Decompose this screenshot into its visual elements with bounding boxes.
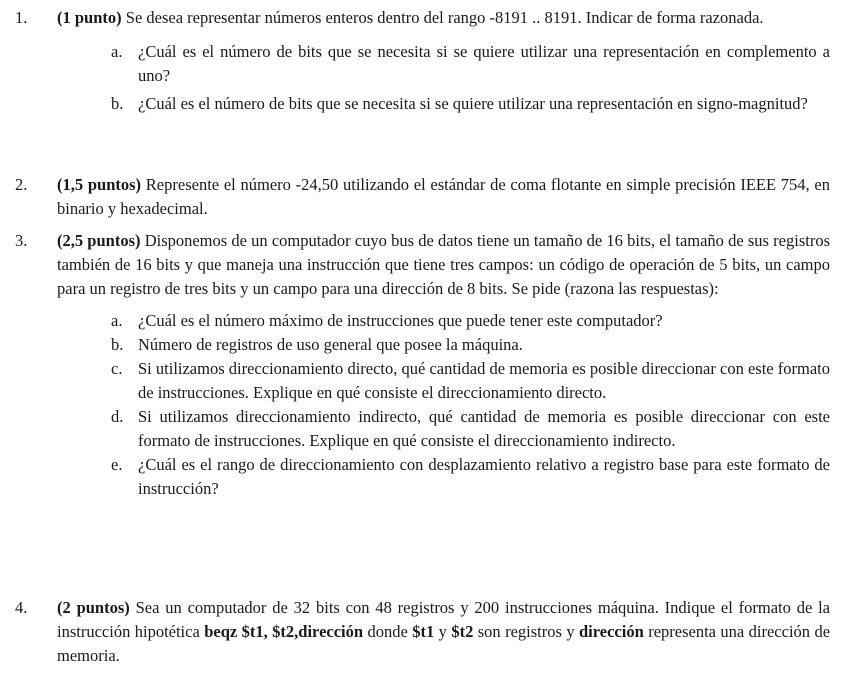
register-name: $t1	[412, 622, 435, 641]
question-4	[0, 596, 830, 668]
register-name: $t2	[451, 622, 474, 641]
subitem-text: ¿Cuál es el número de bits que se necesita si se quiere utilizar una representación en signo-magnitud?	[138, 94, 808, 113]
subitem-letter: e.	[111, 455, 123, 474]
subitem-text: Si utilizamos direccionamiento indirecto, qué cantidad de memoria es posible direccionar con este formato de instrucciones. Explique en qué consiste el direccionamiento indirecto.	[138, 407, 830, 450]
question-number: 1.	[15, 8, 28, 27]
question-statement	[57, 229, 830, 301]
question-text: y	[434, 622, 452, 641]
question-statement	[57, 6, 830, 30]
question-statement	[57, 596, 830, 668]
question-number: 3.	[15, 231, 28, 250]
question-text: Represente el número -24,50 utilizando el estándar de coma flotante en simple precisión IEEE 754, en binario y hexadecimal.	[57, 175, 830, 218]
question-points: (1,5 puntos)	[57, 175, 142, 194]
subitem-text: ¿Cuál es el rango de direccionamiento con desplazamiento relativo a registro base para este formato de instrucción?	[138, 455, 830, 498]
subitem	[111, 309, 830, 333]
question-number: 4.	[15, 598, 28, 617]
subitem-letter: a.	[111, 42, 123, 61]
question-points: (2 puntos)	[57, 598, 130, 617]
subitem	[111, 357, 830, 405]
subitem-letter: a.	[111, 311, 123, 330]
subitem-text: Si utilizamos direccionamiento directo, qué cantidad de memoria es posible direccionar con este formato de instrucciones. Explique en qué consiste el direccionamiento directo.	[138, 359, 830, 402]
question-text: Se desea representar números enteros dentro del rango -8191 .. 8191. Indicar de forma razonada.	[121, 8, 764, 27]
question-statement	[57, 173, 830, 221]
subitem	[111, 405, 830, 453]
question-number: 2.	[15, 175, 28, 194]
subitem-text: ¿Cuál es el número máximo de instrucciones que puede tener este computador?	[138, 311, 663, 330]
question-points: (1 punto)	[57, 8, 122, 27]
question-text: son registros y	[473, 622, 579, 641]
subitem	[111, 92, 830, 116]
instruction-code: beqz $t1, $t2,dirección	[204, 622, 364, 641]
question-text: Disponemos de un computador cuyo bus de datos tiene un tamaño de 16 bits, el tamaño de sus registros también de 16 bits y que maneja una instrucción que tiene tres campos: un código de operación de 5 bits, un campo para un registro de tres bits y un campo para una dirección de 8 bits. Se pide (razona las respuestas):	[57, 231, 830, 298]
address-term: dirección	[579, 622, 644, 641]
subitem-text: ¿Cuál es el número de bits que se necesita si se quiere utilizar una representación en complemento a uno?	[138, 42, 830, 85]
question-1	[0, 6, 830, 116]
subitem-text: Número de registros de uso general que posee la máquina.	[138, 335, 523, 354]
subitem	[111, 40, 830, 88]
question-text: representa una dirección de memoria.	[57, 622, 831, 665]
question-2	[0, 173, 830, 221]
subitem-list	[0, 40, 830, 116]
subitem-letter: d.	[111, 407, 124, 426]
question-text: Sea un computador de 32 bits con 48 registros y 200 instrucciones máquina. Indique el formato de la instrucción hipotética	[57, 598, 831, 641]
subitem-letter: b.	[111, 335, 124, 354]
subitem	[111, 333, 830, 357]
question-text: donde	[363, 622, 413, 641]
subitem	[111, 453, 830, 501]
subitem-letter: b.	[111, 94, 124, 113]
question-3	[0, 229, 830, 501]
subitem-list	[0, 309, 830, 501]
question-points: (2,5 puntos)	[57, 231, 141, 250]
subitem-letter: c.	[111, 359, 123, 378]
